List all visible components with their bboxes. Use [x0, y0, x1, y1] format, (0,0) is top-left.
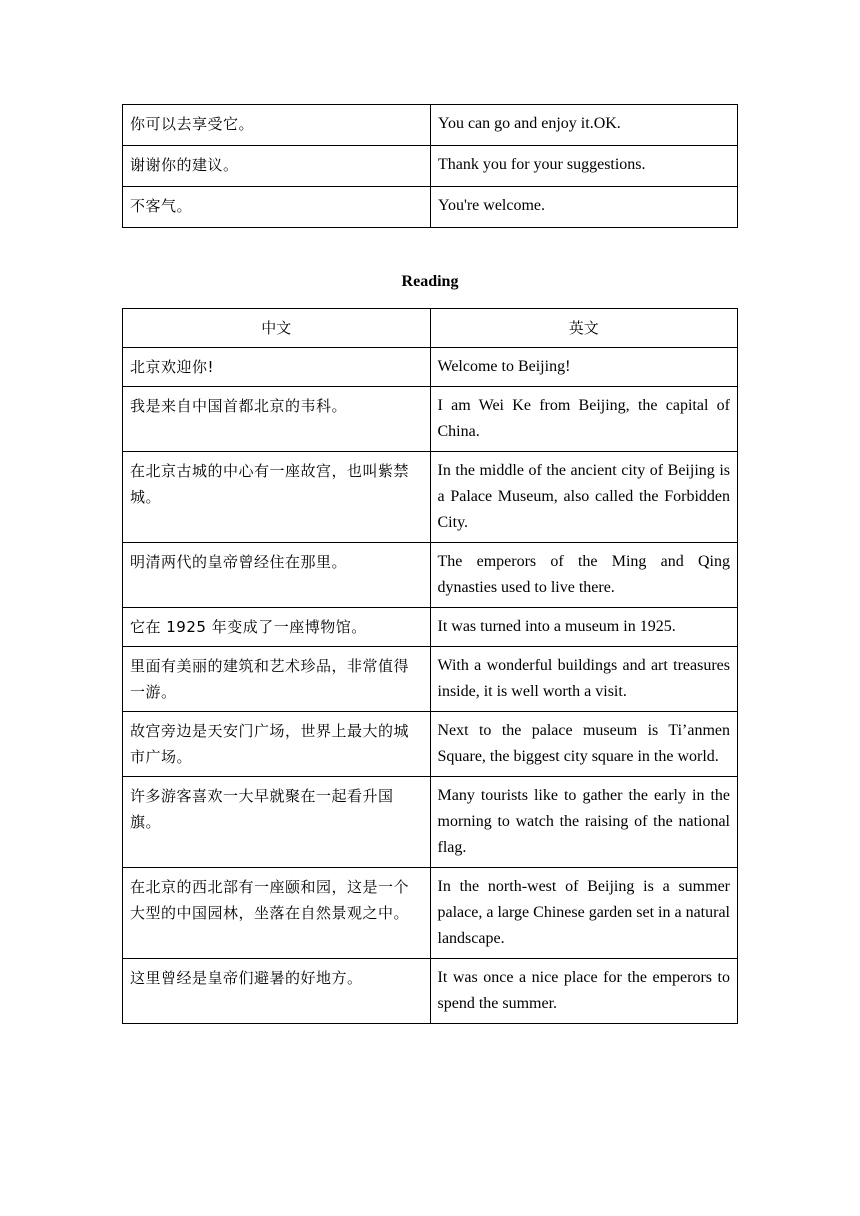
chinese-cell: 你可以去享受它。: [123, 105, 431, 146]
chinese-cell: 里面有美丽的建筑和艺术珍品，非常值得一游。: [123, 647, 431, 712]
chinese-cell: 谢谢你的建议。: [123, 146, 431, 187]
table-row: [123, 146, 738, 187]
chinese-cell: 许多游客喜欢一大早就聚在一起看升国旗。: [123, 777, 431, 868]
table-row: [123, 868, 738, 959]
section-heading-reading: Reading: [401, 273, 459, 290]
english-cell: In the north-west of Beijing is a summer palace, a large Chinese garden set in a natural landscape.: [430, 868, 738, 959]
chinese-cell: 它在 1925 年变成了一座博物馆。: [123, 608, 431, 647]
table-row: [123, 712, 738, 777]
english-cell: I am Wei Ke from Beijing, the capital of China.: [430, 387, 738, 452]
english-cell: Welcome to Beijing!: [430, 348, 738, 387]
english-cell: Next to the palace museum is Ti’anmen Square, the biggest city square in the world.: [430, 712, 738, 777]
english-cell: Many tourists like to gather the early in the morning to watch the raising of the national flag.: [430, 777, 738, 868]
table-row: [123, 959, 738, 1024]
english-cell: You're welcome.: [431, 187, 738, 228]
table-header-row: [123, 309, 738, 348]
phrase-table-top: [122, 104, 738, 228]
table-row: [123, 387, 738, 452]
table-row: [123, 187, 738, 228]
english-cell: With a wonderful buildings and art treasures inside, it is well worth a visit.: [430, 647, 738, 712]
table-row: [123, 777, 738, 868]
chinese-cell: 在北京的西北部有一座颐和园，这是一个大型的中国园林，坐落在自然景观之中。: [123, 868, 431, 959]
column-header-chinese: 中文: [123, 309, 431, 348]
chinese-cell: 故宫旁边是天安门广场，世界上最大的城市广场。: [123, 712, 431, 777]
english-cell: The emperors of the Ming and Qing dynasties used to live there.: [430, 543, 738, 608]
chinese-cell: 在北京古城的中心有一座故宫，也叫紫禁城。: [123, 452, 431, 543]
chinese-cell: 我是来自中国首都北京的韦科。: [123, 387, 431, 452]
column-header-english: 英文: [430, 309, 738, 348]
chinese-cell: 不客气。: [123, 187, 431, 228]
table-row: [123, 647, 738, 712]
reading-table: [122, 308, 738, 1024]
english-cell: In the middle of the ancient city of Beijing is a Palace Museum, also called the Forbidden City.: [430, 452, 738, 543]
table-row: [123, 105, 738, 146]
table-row: [123, 348, 738, 387]
english-cell: Thank you for your suggestions.: [431, 146, 738, 187]
chinese-cell: 北京欢迎你!: [123, 348, 431, 387]
chinese-cell: 明清两代的皇帝曾经住在那里。: [123, 543, 431, 608]
table-row: [123, 543, 738, 608]
english-cell: It was turned into a museum in 1925.: [430, 608, 738, 647]
table-row: [123, 608, 738, 647]
english-cell: You can go and enjoy it.OK.: [431, 105, 738, 146]
english-cell: It was once a nice place for the emperors to spend the summer.: [430, 959, 738, 1024]
table-row: [123, 452, 738, 543]
chinese-cell: 这里曾经是皇帝们避暑的好地方。: [123, 959, 431, 1024]
